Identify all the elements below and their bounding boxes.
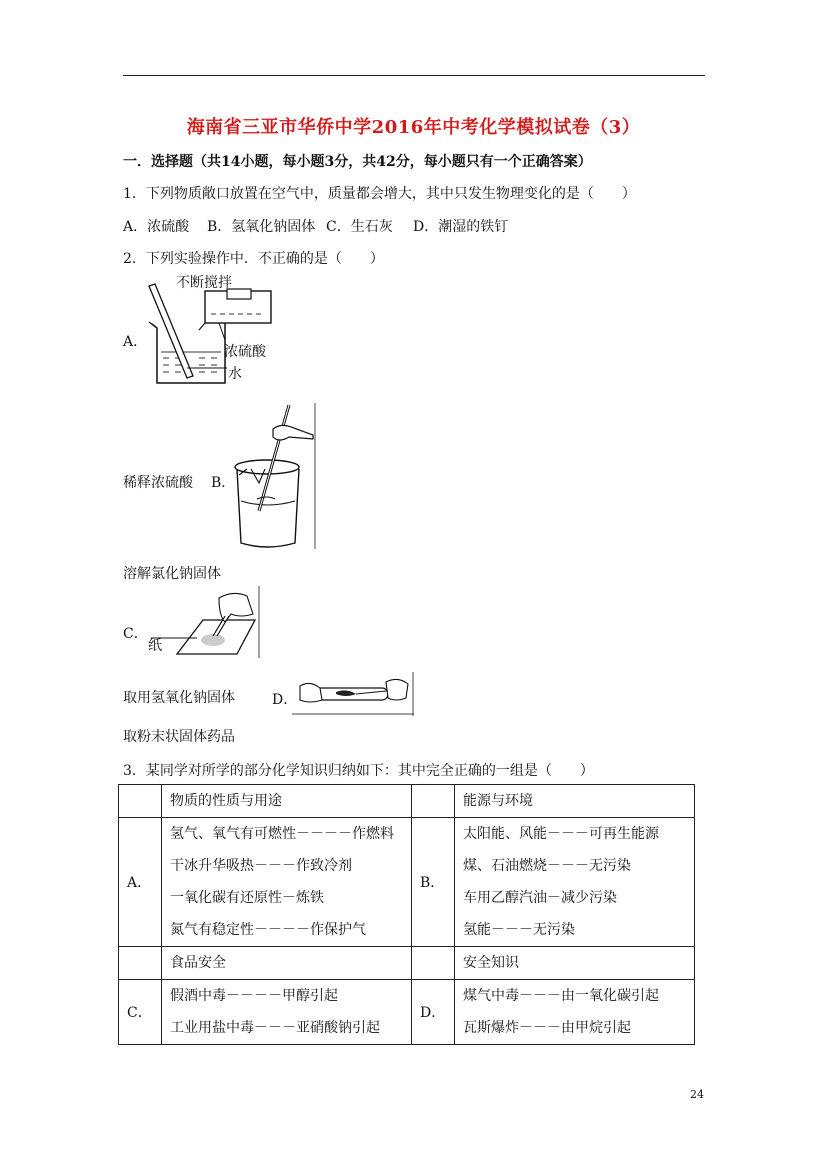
question-2-option-b-label: B． <box>211 475 236 491</box>
page-number: 24 <box>690 1088 704 1101</box>
question-2-option-d-caption: 取粉末状固体药品 <box>123 729 235 745</box>
table-cell <box>119 980 162 1045</box>
option-a-label: A． <box>127 875 152 891</box>
table-cell <box>455 980 695 1045</box>
table-cell <box>455 947 695 980</box>
question-2-option-b-caption: 溶解氯化钠固体 <box>123 566 221 582</box>
table-line: 氢能－－－无污染 <box>463 922 575 938</box>
table-cell <box>412 785 455 818</box>
figure-label-conc-acid: 浓硫酸 <box>224 344 266 360</box>
table-cell <box>455 818 695 947</box>
table-cell <box>412 947 455 980</box>
question-2-option-c-label: C． <box>123 626 148 642</box>
table-cell <box>455 785 695 818</box>
table-cell <box>412 980 455 1045</box>
question-3-stem: 3．某同学对所学的部分化学知识归纳如下：其中完全正确的一组是（ ） <box>123 763 594 779</box>
table-line: 一氧化碳有还原性－炼铁 <box>170 890 324 906</box>
tweezers-paper-illustration <box>147 586 262 658</box>
table-cell <box>119 818 162 947</box>
question-1-option-a: A．浓硫酸 <box>123 219 190 235</box>
question-2-option-d-label: D． <box>272 692 298 708</box>
table-line: 氮气有稳定性－－－－作保护气 <box>170 922 366 938</box>
test-tube-spatula-illustration <box>292 672 416 716</box>
table-line: 工业用盐中毒－－－亚硝酸钠引起 <box>170 1020 380 1036</box>
option-d-label: D． <box>420 1005 446 1021</box>
powder-sampling-figure <box>292 672 416 716</box>
table-cell <box>412 818 455 947</box>
question-2-option-c-caption: 取用氢氧化钠固体 <box>123 690 235 706</box>
table-line: 煤气中毒－－－由一氧化碳引起 <box>463 988 659 1004</box>
question-2-stem: 2．下列实验操作中．不正确的是（ ） <box>123 251 384 267</box>
question-2-option-a-caption: 稀释浓硫酸 <box>123 475 193 491</box>
option-c-label: C． <box>127 1005 152 1021</box>
table-row <box>119 785 695 818</box>
question-1-stem: 1．下列物质敞口放置在空气中，质量都会增大，其中只发生物理变化的是（ ） <box>123 186 636 202</box>
header-rule <box>123 75 705 76</box>
table-line: 太阳能、风能－－－可再生能源 <box>463 826 659 842</box>
figure-label-water: 水 <box>228 366 242 382</box>
knowledge-table <box>118 784 695 1045</box>
dissolve-figure <box>233 403 319 549</box>
section-heading: 一．选择题（共14小题，每小题3分，共42分，每小题只有一个正确答案） <box>123 154 592 170</box>
table-cell <box>119 947 162 980</box>
table-line: 氢气、氧气有可燃性－－－－作燃料 <box>170 826 394 842</box>
beaker-glass-rod-illustration <box>233 403 319 549</box>
table-row <box>119 980 695 1045</box>
figure-label-paper: 纸 <box>148 638 162 654</box>
table-header-energy: 能源与环境 <box>463 793 533 809</box>
table-header-properties: 物质的性质与用途 <box>170 793 282 809</box>
table-row <box>119 947 695 980</box>
table-line: 车用乙醇汽油－减少污染 <box>463 890 617 906</box>
question-1-option-d: D．潮湿的铁钉 <box>413 219 509 235</box>
table-cell <box>162 980 412 1045</box>
table-header-food-safety: 食品安全 <box>170 955 226 971</box>
paper-weighing-figure <box>147 586 262 658</box>
question-2-option-a-label: A． <box>123 334 148 350</box>
table-line: 干冰升华吸热－－－作致冷剂 <box>170 858 352 874</box>
option-b-label: B． <box>420 875 445 891</box>
question-1-option-c: C．生石灰 <box>326 219 393 235</box>
table-cell <box>162 818 412 947</box>
question-1-option-b: B．氢氧化钠固体 <box>207 219 316 235</box>
table-line: 瓦斯爆炸－－－由甲烷引起 <box>463 1020 631 1036</box>
table-cell <box>162 785 412 818</box>
table-header-safety-knowledge: 安全知识 <box>463 955 519 971</box>
table-line: 煤、石油燃烧－－－无污染 <box>463 858 631 874</box>
figure-label-stir: 不断搅拌 <box>176 275 232 291</box>
table-row <box>119 818 695 947</box>
table-cell <box>119 785 162 818</box>
table-cell <box>162 947 412 980</box>
table-line: 假酒中毒－－－－甲醇引起 <box>170 988 338 1004</box>
exam-title: 海南省三亚市华侨中学2016年中考化学模拟试卷（3） <box>186 117 641 138</box>
